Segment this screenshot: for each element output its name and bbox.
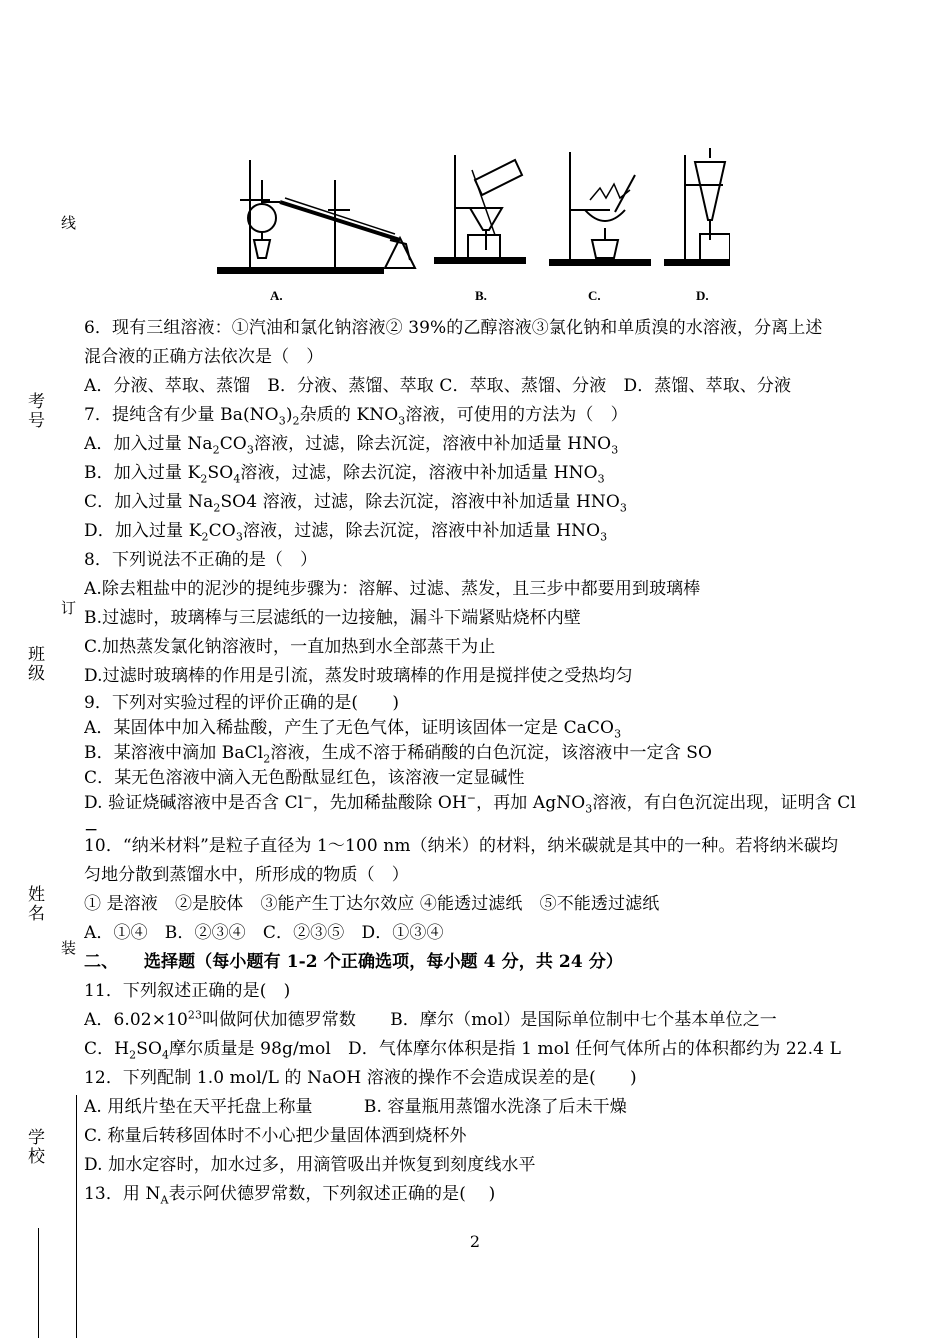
- margin-label-school: 学校: [24, 1128, 44, 1166]
- q10-stem-line1: 10．“纳米材料”是粒子直径为 1～100 nm（纳米）的材料，纳米碳就是其中的一种。若将纳米碳均: [84, 836, 839, 856]
- figure-label-a: A.: [270, 288, 283, 303]
- q8-option-b: B.过滤时，玻璃棒与三层滤纸的一边接触，漏斗下端紧贴烧杯内壁: [84, 608, 581, 628]
- q8-stem: 8．下列说法不正确的是（ ）: [84, 550, 318, 570]
- q8-option-d: D.过滤时玻璃棒的作用是引流，蒸发时玻璃棒的作用是搅拌使之受热均匀: [84, 666, 633, 686]
- q9-option-b: B．某溶液中滴加 BaCl$_2$溶液，生成不溶于稀硝酸的白色沉淀，该溶液中一定含 SO: [84, 743, 713, 766]
- q9-option-d-overflow: −: [84, 820, 99, 832]
- binding-mark-staple: 订: [59, 600, 77, 615]
- figure-label-c: C.: [588, 288, 601, 303]
- q7-stem: 7．提纯含有少量 $Ba(NO_3)_2$杂质的 $KNO_3$溶液，可使用的方法为（ ）: [84, 405, 628, 428]
- q10-options: A．①④ B．②③④ C．②③⑤ D．①③④: [84, 923, 444, 943]
- margin-label-exam-number: 考号: [24, 392, 44, 430]
- q11-options-cd: C．$H_2SO_4$摩尔质量是 98g/mol D．气体摩尔体积是指 1 mol 任何气体所占的体积都约为 22.4 L: [84, 1039, 841, 1062]
- q8-option-c: C.加热蒸发氯化钠溶液时，一直加热到水全部蒸干为止: [84, 637, 496, 657]
- distillation-apparatus: [218, 160, 415, 273]
- apparatus-figure: [210, 140, 730, 310]
- margin-rule-right: [76, 1095, 77, 1338]
- q7-option-a: A．加入过量 $Na_2CO_3$溶液，过滤，除去沉淀，溶液中补加适量 $HNO_3$: [84, 434, 619, 457]
- q12-stem: 12．下列配制 1.0 mol/L 的 NaOH 溶液的操作不会造成误差的是( ): [84, 1068, 637, 1088]
- filtration-apparatus: [435, 155, 525, 263]
- figure-label-d: D.: [696, 288, 709, 303]
- q12-option-c: C. 称量后转移固体时不小心把少量固体洒到烧杯外: [84, 1126, 467, 1146]
- q7-option-b: B．加入过量 $K_2SO_4$溶液，过滤，除去沉淀，溶液中补加适量 $HNO_3$: [84, 463, 605, 486]
- figure-label-b: B.: [475, 288, 487, 303]
- question-content: [84, 314, 914, 1209]
- section2-heading: 二、 选择题（每小题有 1-2 个正确选项，每小题 4 分，共 24 分）: [84, 952, 624, 972]
- q10-items: ① 是溶液 ②是胶体 ③能产生丁达尔效应 ④能透过滤纸 ⑤不能透过滤纸: [84, 894, 660, 914]
- q12-options-ab: A. 用纸片垫在天平托盘上称量 B. 容量瓶用蒸馏水洗涤了后未干燥: [84, 1097, 627, 1117]
- q9-option-a: A．某固体中加入稀盐酸，产生了无色气体，证明该固体一定是 CaCO$_3$: [84, 718, 622, 741]
- margin-label-class: 班级: [24, 645, 44, 683]
- q11-stem: 11．下列叙述正确的是( ): [84, 981, 291, 1001]
- margin-label-name: 姓名: [24, 885, 44, 923]
- q12-option-d: D. 加水定容时，加水过多，用滴管吸出并恢复到刻度线水平: [84, 1155, 536, 1175]
- page-number: 2: [469, 1232, 481, 1251]
- evaporation-apparatus: [550, 152, 650, 265]
- q13-stem: 13．用 $N_A$表示阿伏德罗常数，下列叙述正确的是( ): [84, 1184, 496, 1207]
- q11-options-ab: A．$6.02\times 10^{23}$叫做阿伏加德罗常数 B．摩尔（mol）是国际单位制中七个基本单位之一: [84, 1008, 777, 1030]
- q9-option-d: D. 验证烧碱溶液中是否含 Cl−，先加稀盐酸除 OH−，再加 AgNO$_3$溶液，有白色沉淀出现，证明含 Cl: [84, 791, 856, 816]
- q6-stem-line1: 6．现有三组溶液：①汽油和氯化钠溶液② 39%的乙醇溶液③氯化钠和单质溴的水溶液，分离上述: [84, 318, 823, 338]
- q6-stem-line2: 混合液的正确方法依次是（ ）: [84, 347, 324, 367]
- q7-option-d: D．加入过量 $K_2CO_3$溶液，过滤，除去沉淀，溶液中补加适量 $HNO_3$: [84, 521, 608, 544]
- binding-mark-line: 线: [59, 215, 77, 230]
- q6-options: A．分液、萃取、蒸馏 B．分液、蒸馏、萃取 C．萃取、蒸馏、分液 D．蒸馏、萃取、分液: [84, 376, 792, 396]
- q9-option-c: C．某无色溶液中滴入无色酚酞显红色，该溶液一定显碱性: [84, 768, 525, 788]
- q7-option-c: C．加入过量 $Na_2SO4$ 溶液，过滤，除去沉淀，溶液中补加适量 $HNO_3$: [84, 492, 627, 515]
- separatory-funnel-apparatus: [665, 148, 730, 265]
- q8-option-a: A.除去粗盐中的泥沙的提纯步骤为：溶解、过滤、蒸发，且三步中都要用到玻璃棒: [84, 579, 701, 599]
- q9-stem: 9．下列对实验过程的评价正确的是( ): [84, 693, 400, 713]
- binding-mark-bind: 装: [59, 940, 77, 955]
- q10-stem-line2: 匀地分散到蒸馏水中，所形成的物质（ ）: [84, 865, 409, 885]
